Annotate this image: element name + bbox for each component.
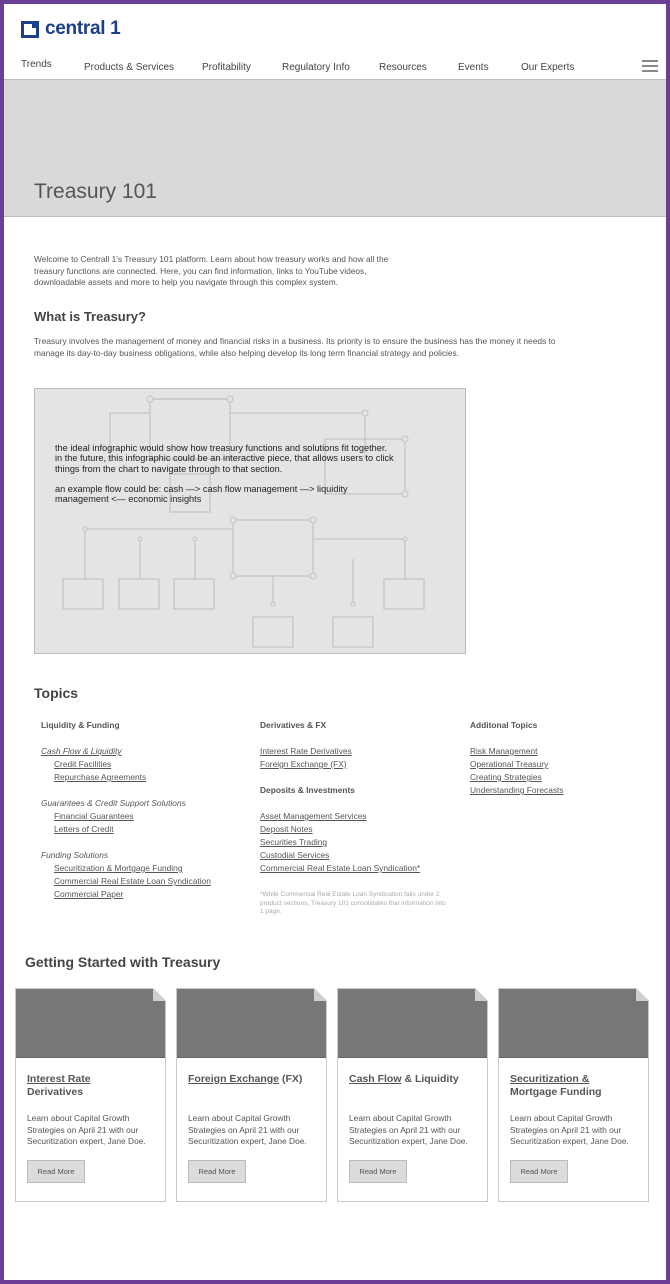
nav-item-trends[interactable]: Trends: [21, 59, 52, 70]
page-fold-icon: [475, 988, 488, 1001]
topics-col-liquidity-funding: [41, 720, 211, 902]
central1-logo-icon: [21, 21, 39, 38]
topic-link-repurchase-agreements[interactable]: Repurchase Agreements: [54, 772, 147, 782]
infographic-placeholder[interactable]: [34, 388, 466, 654]
card-title: [188, 1073, 318, 1086]
card-description: Learn about Capital Growth Strategies on April 21 with our Securitization expert, Jane Doe.: [27, 1113, 146, 1146]
topic-link-foreign-exchange[interactable]: Foreign Exchange (FX): [260, 759, 347, 769]
topic-heading-liquidity-funding: Liquidity & Funding: [41, 720, 120, 730]
topic-link-financial-guarantees[interactable]: Financial Guarantees: [54, 811, 134, 821]
card-title-link[interactable]: Securitization &: [510, 1073, 590, 1085]
topic-link-understanding-forecasts[interactable]: Understanding Forecasts: [470, 785, 564, 795]
topic-group-guarantees: Guarantees & Credit Support Solutions: [41, 798, 186, 808]
page-fold-icon: [636, 988, 649, 1001]
hero-banner: [4, 79, 666, 217]
card-image-placeholder: [499, 989, 648, 1058]
read-more-button[interactable]: Read More: [349, 1160, 407, 1183]
topic-link-letters-of-credit[interactable]: Letters of Credit: [54, 824, 114, 834]
card-description: Learn about Capital Growth Strategies on April 21 with our Securitization expert, Jane Doe.: [349, 1113, 468, 1146]
topic-group-funding-solutions: Funding Solutions: [41, 850, 109, 860]
topic-link-securities-trading[interactable]: Securities Trading: [260, 837, 328, 847]
card-cash-flow-liquidity: [337, 988, 488, 1202]
topic-link-creating-strategies[interactable]: Creating Strategies: [470, 772, 542, 782]
card-title-link[interactable]: Cash Flow: [349, 1073, 402, 1085]
topics-heading: Topics: [34, 685, 79, 701]
infographic-note-2: an example flow could be: cash —> cash flow management —> liquidity management <— economic insights: [55, 483, 348, 505]
card-title-link[interactable]: Interest Rate: [27, 1073, 91, 1085]
what-is-treasury-body: Treasury involves the management of money and financial risks in a business. Its priority is to ensure the business has the money it needs to manage its day-to-day business obligations, while also helping develop its long term financial strategy and policies.: [34, 336, 556, 358]
nav-item-regulatory-info[interactable]: Regulatory Info: [282, 62, 350, 73]
card-image-placeholder: [338, 989, 487, 1058]
page-fold-icon: [314, 988, 327, 1001]
topic-link-risk-management[interactable]: Risk Management: [470, 746, 538, 756]
topic-heading-derivatives-fx: Derivatives & FX: [260, 720, 327, 730]
card-title: [349, 1073, 479, 1086]
topic-link-operational-treasury[interactable]: Operational Treasury: [470, 759, 549, 769]
card-image-placeholder: [177, 989, 326, 1058]
topic-link-securitization[interactable]: Securitization & Mortgage Funding: [54, 863, 183, 873]
card-interest-rate-derivatives: [15, 988, 166, 1202]
topic-link-cre-loan-syndication[interactable]: Commercial Real Estate Loan Syndication*: [260, 863, 421, 873]
card-foreign-exchange: [176, 988, 327, 1202]
read-more-button[interactable]: Read More: [188, 1160, 246, 1183]
topics-col-derivatives: [260, 720, 420, 876]
card-title: [27, 1073, 157, 1098]
page-fold-icon: [153, 988, 166, 1001]
topic-heading-additional: Additonal Topics: [470, 720, 538, 730]
infographic-note-1: the ideal infographic would show how treasury functions and solutions fit together. in the future, this infographic could be an interactive piece, that allows users to click things from the chart to navigate through to that section.: [55, 443, 394, 474]
read-more-button[interactable]: Read More: [510, 1160, 568, 1183]
topics-col-additional: [470, 720, 564, 798]
topic-heading-deposits-investments: Deposits & Investments: [260, 785, 355, 795]
hamburger-icon[interactable]: [642, 60, 658, 73]
topic-link-commercial-paper[interactable]: Commercial Paper: [54, 889, 124, 899]
card-securitization-mortgage: [498, 988, 649, 1202]
getting-started-heading: Getting Started with Treasury: [25, 954, 221, 970]
brand-name: central 1: [45, 18, 121, 39]
topic-link-asset-management[interactable]: Asset Management Services: [260, 811, 367, 821]
card-title-rest: Mortgage Funding: [510, 1085, 602, 1098]
card-image-placeholder: [16, 989, 165, 1058]
infographic-flowchart: [35, 389, 466, 654]
nav-item-resources[interactable]: Resources: [379, 62, 427, 73]
topic-link-cash-flow-liquidity[interactable]: Cash Flow & Liquidity: [41, 746, 122, 756]
topic-link-deposit-notes[interactable]: Deposit Notes: [260, 824, 313, 834]
main-nav: [4, 56, 666, 78]
card-description: Learn about Capital Growth Strategies on April 21 with our Securitization expert, Jane Doe.: [510, 1113, 629, 1146]
card-title-link[interactable]: Foreign Exchange: [188, 1073, 280, 1085]
card-title-rest: Derivatives: [27, 1085, 84, 1098]
nav-item-products-services[interactable]: Products & Services: [84, 62, 175, 73]
intro-text: Welcome to Centrall 1's Treasury 101 platform. Learn about how treasury works and how all the treasury functions are connected. Here, you can find information, links to YouTube videos, downloadable assets and more to help you navigate through this complex system.: [34, 254, 389, 287]
nav-item-our-experts[interactable]: Our Experts: [521, 62, 575, 73]
page-title: Treasury 101: [34, 180, 157, 203]
card-description: Learn about Capital Growth Strategies on April 21 with our Securitization expert, Jane Doe.: [188, 1113, 307, 1146]
topic-link-custodial-services[interactable]: Custodial Services: [260, 850, 330, 860]
topic-link-commercial-real-estate[interactable]: Commercial Real Estate Loan Syndication: [54, 876, 211, 886]
topics-footnote: *While Commercial Real Estate Loan Syndication falls under 2 product sections, Treasury 101 consolidates that information into 1 page.: [260, 891, 446, 915]
read-more-button[interactable]: Read More: [27, 1160, 85, 1183]
card-title: [510, 1073, 640, 1098]
nav-item-events[interactable]: Events: [458, 62, 489, 73]
page: [4, 4, 666, 1280]
nav-item-profitability[interactable]: Profitability: [202, 62, 251, 73]
topic-link-credit-facilities[interactable]: Credit Facilities: [54, 759, 112, 769]
card-title-rest: (FX): [281, 1073, 303, 1085]
topic-link-interest-rate-derivatives[interactable]: Interest Rate Derivatives: [260, 746, 352, 756]
card-title-rest: & Liquidity: [404, 1073, 459, 1085]
infographic-description: [55, 443, 395, 514]
what-is-treasury-heading: What is Treasury?: [34, 309, 146, 324]
brand-logo[interactable]: [21, 18, 120, 40]
